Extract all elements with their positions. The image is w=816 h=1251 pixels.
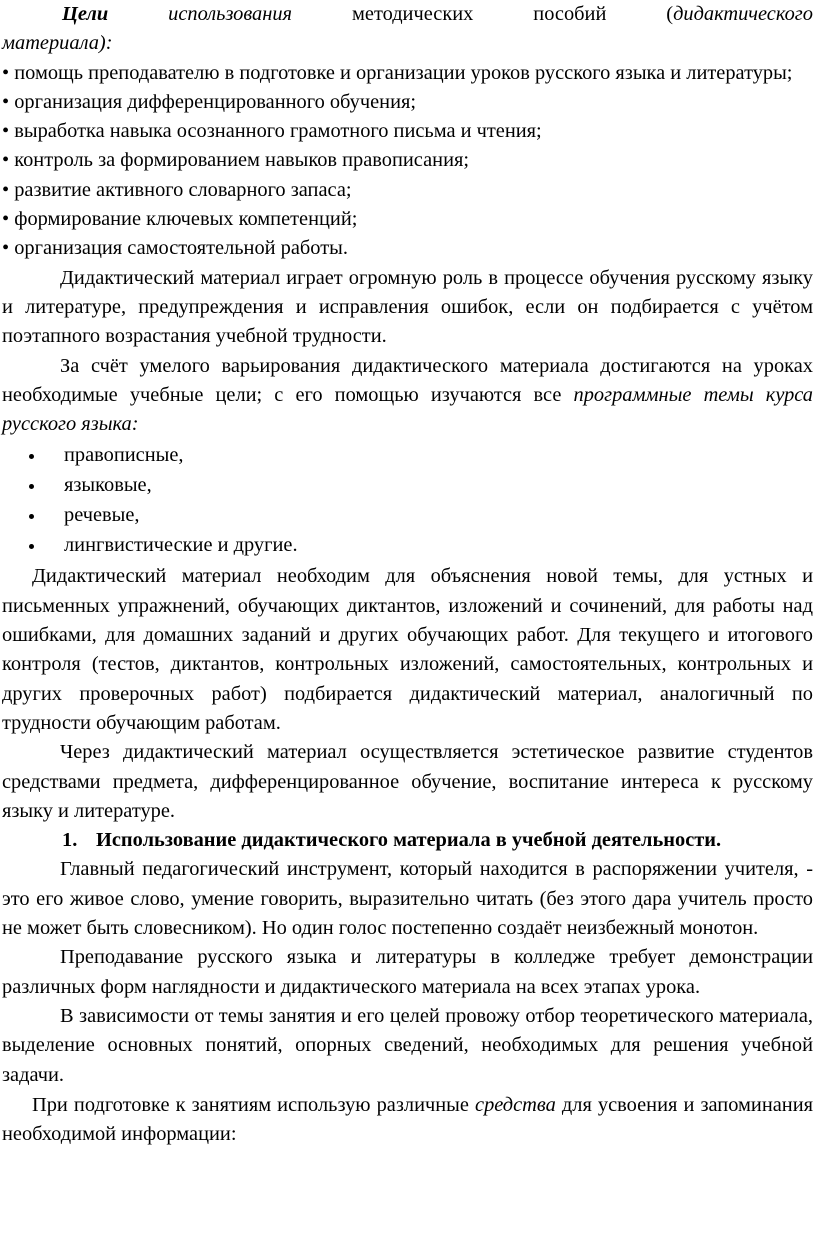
section-heading — [2, 826, 813, 855]
section-number: 1. — [62, 829, 78, 852]
goal-item: • организация дифференцированного обучения; — [2, 90, 417, 113]
paragraph-1: Дидактический материал играет огромную роль в процессе обучения русскому языку и литературе, предупреждения и исправления ошибок, если он подбирается с учётом поэтапного возрастания учебной трудности. — [2, 266, 813, 348]
paragraph-4: Через дидактический материал осуществляется эстетическое развитие студентов средствами предмета, дифференцированное обучение, воспитание интереса к русскому языку и литературе. — [2, 741, 813, 822]
paragraph-2-italic: программные темы курса русского языка: — [2, 383, 814, 436]
topic-label: лингвистические и другие. — [64, 534, 298, 557]
paragraph-7: В зависимости от темы занятия и его целей провожу отбор теоретического материала, выделение основных понятий, опорных сведений, необходимых для решения учебной задачи. — [2, 1004, 813, 1086]
bullet-icon — [29, 544, 34, 549]
goal-item: • организация самостоятельной работы. — [2, 237, 348, 260]
topic-item — [2, 531, 813, 561]
goal-item: • контроль за формированием навыков правописания; — [2, 149, 470, 172]
goals-title-italic: использования — [168, 3, 293, 25]
paragraph-6: Преподавание русского языка и литературы в колледже требует демонстрации различных форм наглядности и дидактического материала на всех этапах урока. — [2, 946, 813, 998]
goal-item: • развитие активного словарного запаса; — [2, 178, 352, 201]
goals-title-italic-2: дидактического — [673, 3, 813, 25]
goals-title-line1 — [2, 0, 813, 29]
topics-list — [2, 441, 813, 561]
topic-label: правописные, — [64, 444, 184, 467]
paragraph-8-italic: средства — [475, 1093, 556, 1116]
bullet-icon — [29, 514, 34, 519]
topic-item — [2, 471, 813, 501]
goal-item: • помощь преподавателю в подготовке и организации уроков русского языка и литературы; — [2, 61, 793, 84]
topic-label: языковые, — [64, 474, 152, 497]
section-title: Использование дидактического материала в учебной деятельности. — [96, 829, 722, 852]
paragraph-2-text: За счёт умелого варьирования дидактического материала достигаются на уроках необходимые учебные цели; с его помощью изучаются все — [2, 354, 813, 406]
paragraph-8-text: При подготовке к занятиям использую различные — [32, 1093, 469, 1116]
topic-item — [2, 501, 813, 531]
goals-title-line2: материала): — [2, 32, 113, 55]
paragraph-3: Дидактический материал необходим для объяснения новой темы, для устных и письменных упражнений, обучающих диктантов, изложений и сочинений, для работы над ошибками, для домашних заданий и других обучающих работ. Для текущего и итогового контроля (тестов, диктантов, контрольных изложений, самостоятельных, контрольных и других проверочных работ) подбирается дидактический материал, аналогичный по трудности обучающим работам. — [2, 565, 813, 734]
goals-title — [2, 0, 813, 59]
bullet-icon — [29, 454, 34, 459]
bullet-icon — [29, 484, 34, 489]
goal-item: • выработка навыка осознанного грамотного письма и чтения; — [2, 120, 542, 143]
paragraph-2 — [2, 352, 813, 440]
paragraph-8 — [2, 1091, 813, 1150]
paragraph-8-text-end: для усвоения и запоминания необходимой информации: — [2, 1093, 813, 1146]
goals-list — [2, 59, 813, 264]
paragraph-5: Главный педагогический инструмент, который находится в распоряжении учителя, - это его живое слово, умение говорить, выразительно читать (без этого дара учитель просто не может быть словесником). Но один голос постепенно создаёт неизбежный монотон. — [2, 858, 813, 940]
goals-title-text: методических пособий ( — [351, 3, 674, 25]
topic-label: речевые, — [64, 504, 140, 527]
goal-item: • формирование ключевых компетенций; — [2, 208, 358, 231]
topic-item — [2, 441, 813, 471]
goals-title-bold: Цели — [62, 3, 109, 25]
